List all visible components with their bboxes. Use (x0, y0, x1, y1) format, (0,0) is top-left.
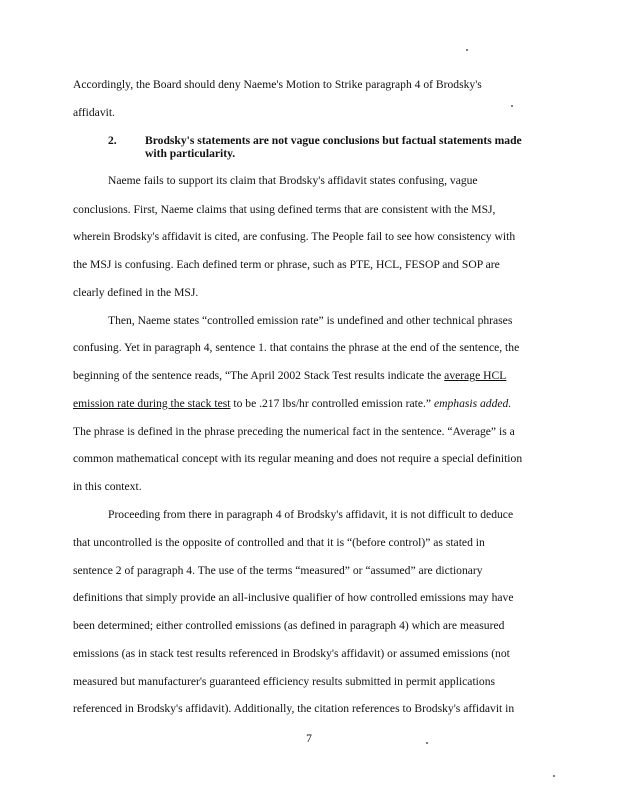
scan-speck (553, 775, 555, 777)
text-line: Proceeding from there in paragraph 4 of Brodsky's affidavit, it is not difficult to deduce (108, 508, 514, 521)
text-line: sentence 2 of paragraph 4. The use of the terms “measured” or “assumed” are dictionary (73, 564, 483, 577)
scan-speck (511, 105, 513, 107)
text-segment: beginning of the sentence reads, “The April 2002 Stack Test results indicate the (73, 369, 442, 382)
text-line: measured but manufacturer's guaranteed efficiency results submitted in permit applications (73, 675, 496, 688)
text-line: Then, Naeme states “controlled emission rate” is undefined and other technical phrases (108, 314, 513, 327)
text-line: Naeme fails to support its claim that Brodsky's affidavit states confusing, vague (108, 174, 478, 187)
text-line: The phrase is defined in the phrase preceding the numerical fact in the sentence. “Average” is a (73, 425, 515, 438)
text-line (73, 397, 553, 411)
text-line: common mathematical concept with its regular meaning and does not require a special definition (73, 452, 523, 465)
text-line: wherein Brodsky's affidavit is cited, are confusing. The People fail to see how consistency with (73, 230, 516, 243)
section-heading: Brodsky's statements are not vague conclusions but factual statements made (145, 134, 522, 147)
underlined-phrase: average HCL (444, 369, 507, 382)
scan-speck (426, 742, 428, 744)
text-line: definitions that simply provide an all-inclusive qualifier of how controlled emissions may have (73, 591, 514, 604)
text-line: referenced in Brodsky's affidavit). Additionally, the citation references to Brodsky's affidavit in (73, 702, 515, 715)
emphasis-note: emphasis added. (433, 397, 512, 410)
text-line: confusing. Yet in paragraph 4, sentence 1. that contains the phrase at the end of the sentence, the (73, 341, 520, 354)
text-line: clearly defined in the MSJ. (73, 286, 199, 299)
scan-speck (466, 49, 468, 51)
section-number: 2. (108, 134, 117, 147)
text-line: been determined; either controlled emissions (as defined in paragraph 4) which are measured (73, 619, 505, 632)
section-heading-cont: with particularity. (145, 147, 236, 160)
text-segment: to be .217 lbs/hr controlled emission rate.” (230, 397, 434, 410)
text-line: the MSJ is confusing. Each defined term or phrase, such as PTE, HCL, FESOP and SOP are (73, 258, 500, 271)
text-line: affidavit. (73, 106, 115, 119)
underlined-phrase: emission rate during the stack test (73, 397, 231, 410)
text-line (73, 369, 553, 383)
page-number: 7 (306, 732, 312, 745)
text-line: Accordingly, the Board should deny Naeme's Motion to Strike paragraph 4 of Brodsky's (73, 78, 482, 91)
text-line: conclusions. First, Naeme claims that using defined terms that are consistent with the MSJ, (73, 203, 496, 216)
text-line: emissions (as in stack test results referenced in Brodsky's affidavit) or assumed emissions (not (73, 647, 510, 660)
text-line: in this context. (73, 480, 142, 493)
text-line: that uncontrolled is the opposite of controlled and that it is “(before control)” as stated in (73, 536, 485, 549)
